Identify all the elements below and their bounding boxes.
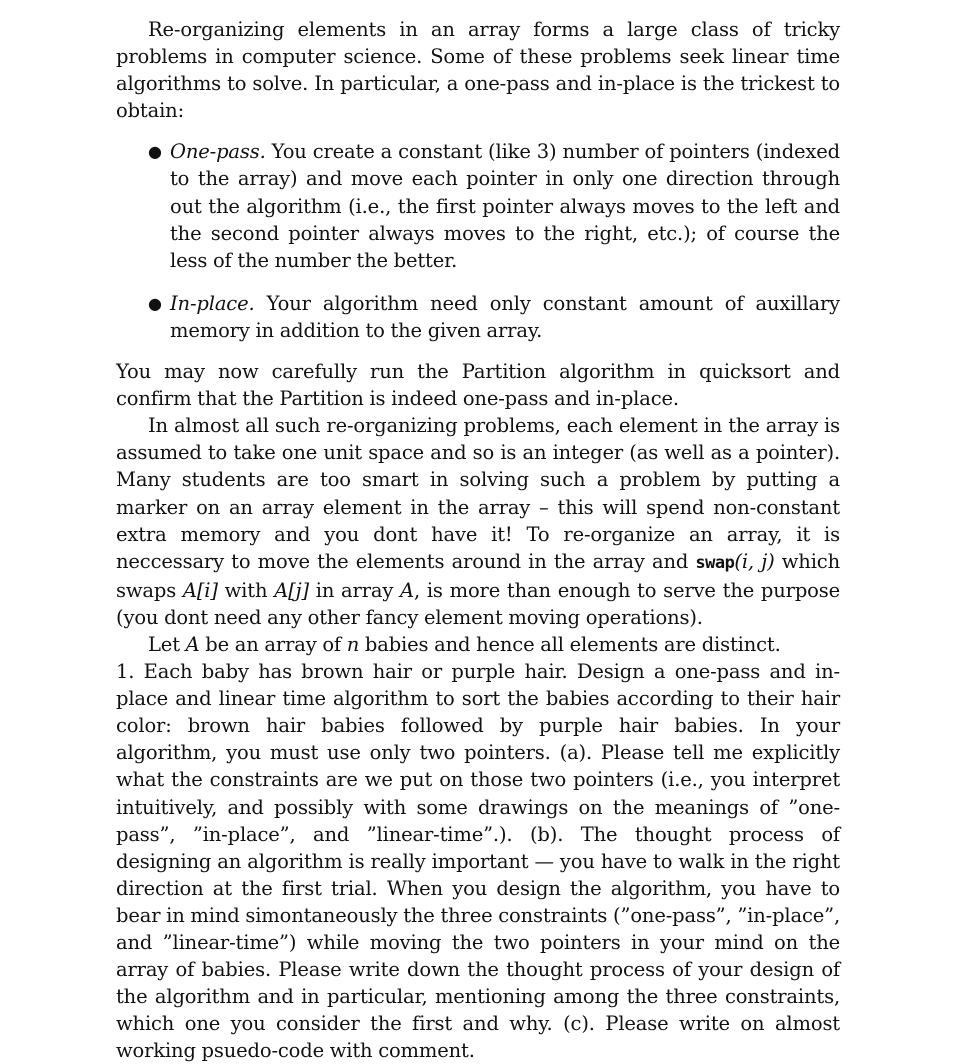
list-item-body: Your algorithm need only constant amount of auxillary memory in addition to the given array. (170, 291, 840, 342)
list-item-in-place (148, 290, 840, 344)
text-run: , is more than enough to serve the purpose (you dont need any other fancy element moving operations). (116, 578, 841, 629)
bullet-icon: ● (148, 142, 162, 162)
text-run: babies and hence all elements are distinct. (359, 632, 781, 656)
list-item-title: In-place. (170, 291, 255, 315)
list-item-body: You create a constant (like 3) number of pointers (indexed to the array) and move each pointer in only one direction through out the algorithm (i.e., the first pointer always moves to the left and the second pointer always moves to the right, etc.); of course the less of the number the better. (170, 140, 840, 272)
math-ai: A[i] (182, 578, 218, 602)
babies-paragraph (116, 631, 840, 658)
text-run: In almost all such re-organizing problems, each element in the array is assumed to take one unit space and so is an integer (as well as a pointer). Many students are too smart in solving such a problem by putting a marker on an array element in the array – this will spend non-constant extra memory and you dont have it! To re-organize an array, it is neccessary to move the elements around in the array and (116, 414, 840, 573)
math-a: A (400, 578, 414, 602)
memory-paragraph (116, 412, 840, 631)
text-run: with (217, 578, 275, 602)
text-run: in array (308, 578, 401, 602)
bullet-icon: ● (148, 293, 162, 313)
constraint-list (116, 138, 840, 344)
text-run: Let (148, 632, 186, 656)
math-n: n (346, 632, 360, 656)
swap-code: swap (695, 552, 735, 573)
text-run: be an array of (199, 632, 347, 656)
swap-args: (i, j) (734, 549, 775, 573)
list-item-one-pass (148, 138, 840, 273)
partition-paragraph: You may now carefully run the Partition algorithm in quicksort and confirm that the Partition is indeed one-pass and in-place. (116, 360, 840, 411)
text-run: which swaps (116, 549, 840, 602)
list-item-title: One-pass. (170, 140, 266, 164)
document-page (116, 16, 840, 1064)
math-aj: A[j] (274, 578, 309, 602)
intro-paragraph: Re-organizing elements in an array forms a large class of tricky problems in computer science. Some of these problems seek linear time algorithms to solve. In particular, a one-pass and in-place is the trickest to obtain: (116, 18, 840, 123)
math-a: A (185, 632, 200, 656)
question-1: 1. Each baby has brown hair or purple hair. Design a one-pass and in-place and linear time algorithm to sort the babies according to their hair color: brown hair babies followed by purple hair babies. In your algorithm, you must use only two pointers. (a). Please tell me explicitly what the constraints are we put on those two pointers (i.e., you interpret intuitively, and possibly with some drawings on the meanings of ”one-pass”, ”in-place”, and ”linear-time”.). (b). The thought process of designing an algorithm is really important — you have to walk in the right direction at the first trial. When you design the algorithm, you have to bear in mind simontaneously the three constraints (”one-pass”, ”in-place”, and ”linear-time”) while moving the two pointers in your mind on the array of babies. Please write down the thought process of your design of the algorithm and in particular, mentioning among the three constraints, which one you consider the first and why. (c). Please write on almost working psuedo-code with comment. (116, 660, 840, 1063)
